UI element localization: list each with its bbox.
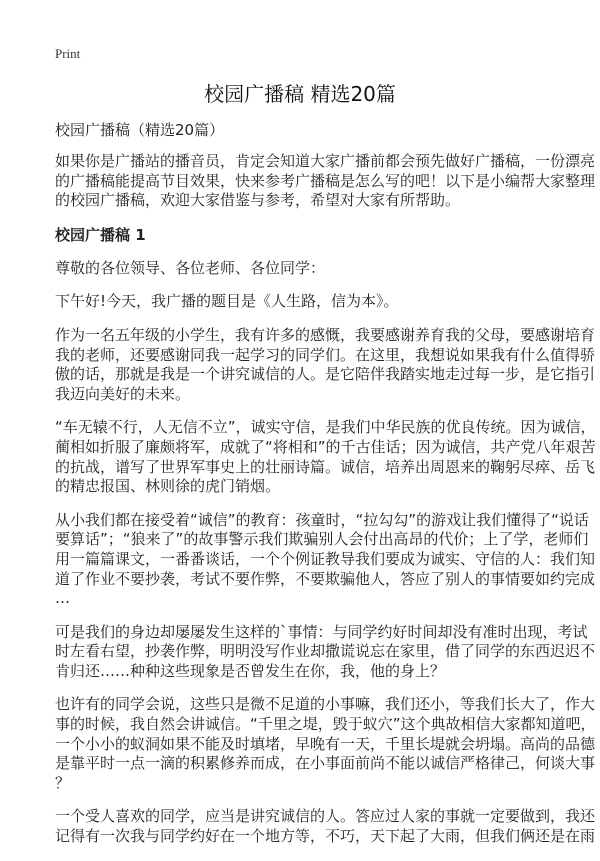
paragraph xyxy=(55,418,596,496)
text-line: 肯归还……种种这些现象是否曾发生在你，我，他的身上？ xyxy=(55,661,446,680)
paragraph-list xyxy=(55,258,596,847)
text-line: 时左看右望，抄袭作弊，明明没写作业却撒谎说忘在家里，借了同学的东西迟迟不 xyxy=(55,642,596,661)
section-heading: 校园广播稿 1 xyxy=(55,225,146,244)
text-line: 我迈向美好的未来。 xyxy=(55,384,191,403)
text-line: 道了作业不要抄袭，考试不要作弊，不要欺骗他人，答应了别人的事情要如约完成 xyxy=(55,569,596,588)
text-line: 事的时候，我自然会讲诚信。“千里之堤，毁于蚁穴”这个典故相信大家都知道吧， xyxy=(55,715,596,734)
text-line: 如果你是广播站的播音员，肯定会知道大家广播前都会预先做好广播稿，一份漂亮 xyxy=(55,152,596,170)
text-line: … xyxy=(55,589,70,608)
text-line: 的抗战，谱写了世界军事史上的壮丽诗篇。诚信，培养出周恩来的鞠躬尽瘁、岳飞 xyxy=(55,457,596,476)
text-line: 记得有一次我与同学约好在一个地方等，不巧，天下起了大雨，但我们俩还是在雨 xyxy=(55,827,596,846)
text-line: 要算话”；“狼来了”的故事警示我们欺骗别人会付出高昂的代价；上了学，老师们 xyxy=(55,530,589,549)
text-line: “车无辕不行，人无信不立”，诚实守信，是我们中华民族的优良传统。因为诚信， xyxy=(55,418,596,437)
text-line: 蔺相如折服了廉颇将军，成就了“将相和”的千古佳话；因为诚信，共产党八年艰苦 xyxy=(55,437,596,456)
text-line: 尊敬的各位领导、各位老师、各位同学： xyxy=(55,258,326,277)
text-line: 的校园广播稿，欢迎大家借鉴与参考，希望对大家有所帮助。 xyxy=(55,191,461,210)
print-link[interactable]: Print xyxy=(55,46,81,61)
page-title: 校园广播稿 精选20篇 xyxy=(204,82,396,106)
text-line: 下午好!今天，我广播的题目是《人生路，信为本》。 xyxy=(55,292,399,311)
text-line: 傲的话，那就是我是一个讲究诚信的人。是它陪伴我踏实地走过每一步，是它指引 xyxy=(55,365,596,384)
text-line: 可是我们的身边却屡屡发生这样的`事情：与同学约好时间却没有准时出现，考试 xyxy=(55,622,588,641)
text-line: 的广播稿能提高节目效果，快来参考广播稿是怎么写的吧！以下是小编帮大家整理 xyxy=(55,171,596,190)
text-line: 一个受人喜欢的同学，应当是讲究诚信的人。答应过人家的事就一定要做到，我还 xyxy=(55,807,596,826)
text-line: 作为一名五年级的小学生，我有许多的感慨，我要感谢养育我的父母，要感谢培育 xyxy=(55,325,596,344)
text-line: 用一篇篇课文，一番番谈话，一个个例证教导我们要成为诚实、守信的人：我们知 xyxy=(55,549,596,568)
text-line: 我的老师，还要感谢同我一起学习的同学们。在这里，我想说如果我有什么值得骄 xyxy=(55,345,596,364)
text-line: 的精忠报国、林则徐的虎门销烟。 xyxy=(55,477,281,496)
text-line: 是靠平时一点一滴的积累修养而成，在小事面前尚不能以诚信严格律己，何谈大事 xyxy=(55,754,596,773)
paragraph xyxy=(55,622,596,682)
document-body xyxy=(55,120,596,861)
paragraph xyxy=(55,325,596,404)
paragraph xyxy=(55,259,575,279)
intro-paragraph xyxy=(55,152,596,211)
paragraph xyxy=(55,695,596,793)
text-line: 从小我们都在接受着“诚信”的教育：孩童时，“拉勾勾”的游戏让我们懂得了“说话 xyxy=(55,510,589,529)
text-line: 也许有的同学会说，这些只是微不足道的小事嘛，我们还小，等我们长大了，作大 xyxy=(55,695,596,714)
paragraph xyxy=(55,292,575,312)
document-subtitle: 校园广播稿（精选20篇） xyxy=(55,121,225,139)
text-line: 一个小小的蚁洞如果不能及时填堵，早晚有一天，千里长堤就会坍塌。高尚的品德 xyxy=(55,734,596,753)
paragraph xyxy=(55,807,596,846)
paragraph xyxy=(55,510,596,609)
text-line: ？ xyxy=(55,773,71,792)
